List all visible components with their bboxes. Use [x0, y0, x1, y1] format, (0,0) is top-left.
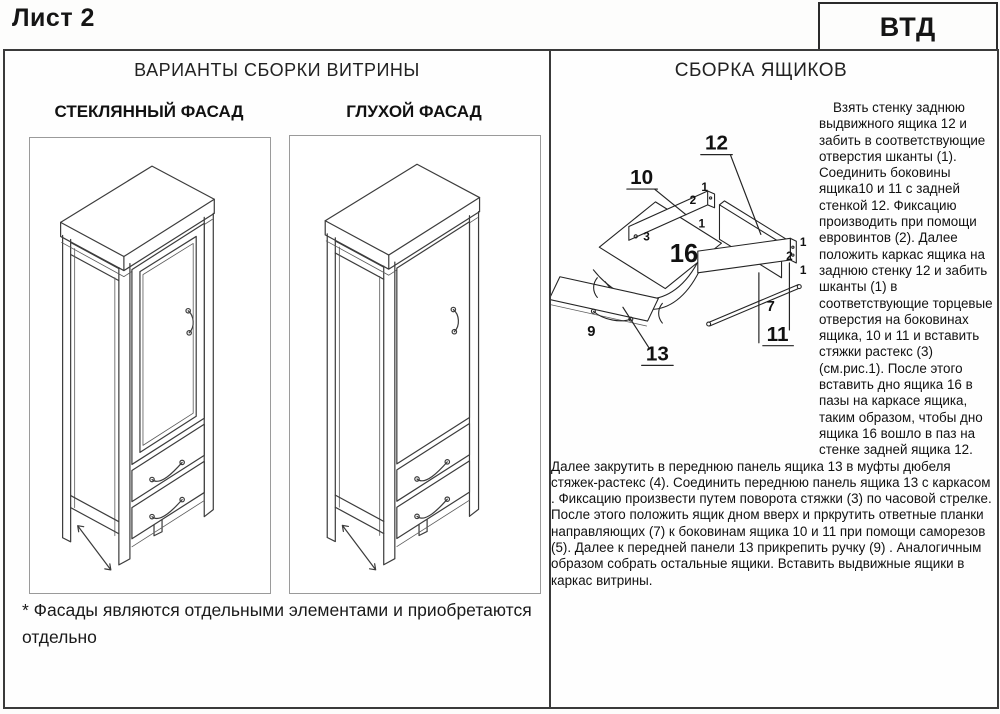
label-16: 16 [669, 239, 699, 268]
solid-cabinet-drawing [290, 136, 540, 593]
assembly-instructions-text: Взять стенку заднюю выдвижного ящика 12 и забить в соответствующие отверстия шканты (1). Соединить боковины ящика10 и 11 с задней стенкой 12. Фиксацию производить при помощи евровинтов (2). Далее положить каркас ящика на заднюю стенку 12 и забить шканты (1) в соответствующие торцевые отверстия на боковинах ящика, 10 и 11 и вставить стяжки растекс (3) (см.рис.1). После этого вставить дно ящика 16 в пазы на каркасе ящика, таким образом, чтобы дно ящика 16 вошло в паз на стенке задней ящика 12. Далее закрутить в переднюю панель ящика 13 в муфты дюбеля стяжек-растекс (4). Соединить переднюю панель ящика 13 с каркасом . Фиксацию произвести путем поворота стяжки (3) по часовой стрелке. После этого положить ящик дном вверх и пркрутить ответные планки направляющих (7) к боковинам ящика 10 и 11 при помощи саморезов (5). Далее к передней панели 13 прикрепить ручку (9) . Аналогичным образом собрать остальные ящики. Вставить выдвижные ящики в каркас витрины. [551, 100, 993, 588]
logo-text: ВТД [879, 11, 937, 42]
left-panel-title: ВАРИАНТЫ СБОРКИ ВИТРИНЫ [134, 60, 420, 80]
solid-facade-box [289, 135, 541, 594]
part-13-front [551, 277, 658, 321]
main-frame [3, 49, 999, 709]
label-peg-1: 1 [799, 235, 807, 250]
label-peg-1: 1 [799, 262, 807, 277]
label-10: 10 [630, 166, 654, 190]
label-13: 13 [645, 342, 669, 366]
variant-header-glass: СТЕКЛЯННЫЙ ФАСАД [54, 102, 244, 121]
label-11: 11 [766, 322, 789, 346]
glass-facade-box [29, 137, 271, 594]
logo-box [818, 2, 998, 52]
label-peg-2: 2 [786, 249, 793, 263]
sheet-label: Лист 2 [12, 4, 95, 32]
drawer-assembly-diagram [551, 98, 819, 458]
label-peg-1: 1 [701, 180, 708, 195]
right-panel-title: СБОРКА ЯЩИКОВ [674, 60, 848, 81]
label-peg-1: 1 [698, 216, 706, 231]
right-panel-content [551, 98, 997, 589]
label-peg-3: 3 [643, 229, 650, 244]
label-7: 7 [766, 299, 775, 316]
facade-footnote: * Фасады являются отдельными элементами и приобретаются отдельно [22, 600, 532, 648]
label-peg-2: 2 [689, 192, 697, 207]
label-12: 12 [705, 131, 729, 155]
glass-cabinet-drawing [30, 138, 270, 593]
part-7-rail [710, 285, 799, 326]
variant-header-solid: ГЛУХОЙ ФАСАД [346, 102, 482, 121]
label-9: 9 [587, 323, 596, 340]
